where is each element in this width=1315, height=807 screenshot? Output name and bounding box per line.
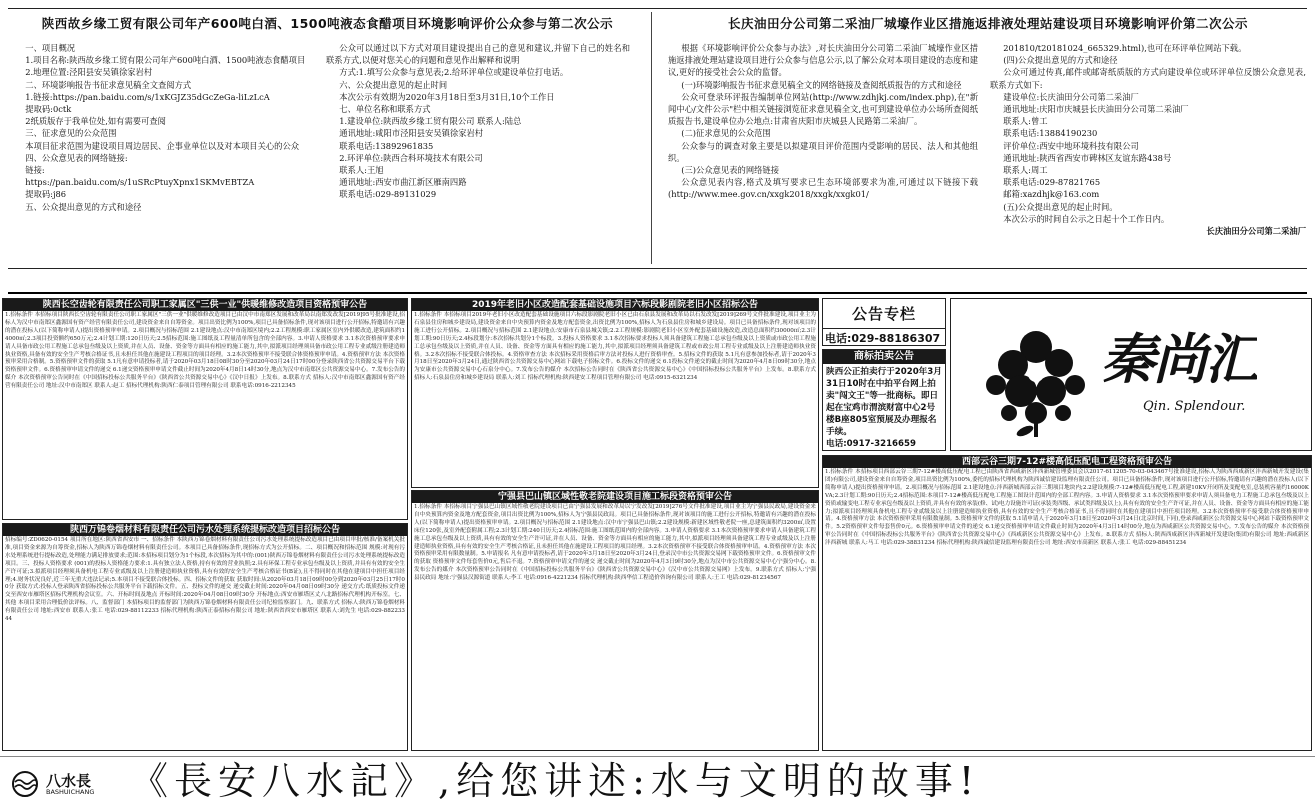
top-rule: [8, 8, 1307, 9]
column-divider: [651, 12, 652, 264]
tender-title: 陕西长空齿轮有限责任公司职工家属区"三供一业"供暖维修改造项目资格预审公告: [3, 299, 407, 311]
gonggao-phone: 电话:029-88186307: [823, 328, 945, 346]
notice2-col1: 根据《环境影响评价公众参与办法》,对长庆油田分公司第二采油厂城壕作业区措施返排液处理站建设项目进行公众参与信息公示,以了解公众对本项目建设的态度和建议,更好的接受社会公众的监督。 (一)环境影响报告书征求意见稿全文的网络链接及查阅纸质报告的方式和途径 公众可登录环评报告编制单位网站(http://www.zdhjkj.com/index.php),在"新闻中心/文件公示"栏中相关链接浏览征求意见稿全文,也可到建设单位办公场所查阅纸质报告书,建设单位办公地点:甘肃省庆阳市庆城县人民路第二采油厂。 (二)征求意见的公众范围 公众参与的调查对象主要是以拟建项目评价范围内受影响的居民、法人和其他组织。 (三)公众意见表的网络链接 公众意见表内容,格式及填写要求已生态环境部要求为准,可通过以下链接下载(http://www.mee.gov.cn/xxgk2018/xxgk/xxgk01/: [668, 43, 978, 200]
footer-rule: [0, 756, 1315, 757]
tender-body: 1.招标条件 本招标项目西部云谷三期7-12#楼高低压配电工程已由陕西省西咸新区沣西新城管理委员会以2017-611205-70-03-043467号批准建设,招标人为陕西西咸新区沣西新城开发建设(集团)有限公司,建设资金来自自筹资金,项目出资比例为100%,委托的招标代理机构为陕西诚信建设监理有限责任公司。项目已具备招标条件,现对该项目进行公开招标,特邀请有兴趣的潜在投标人(以下简称申请人)提出资格预审申请。2.项目概况与招标范围 2.1建设地点:沣西新城西部云谷三期项目地块内;2.2建设规模:7-12#楼高低压配电工程,新建10KV开闭所及变配电室,总装机容量约16000KVA;2.3计划工期:90日历天;2.4招标范围:本项目7-12#楼高低压配电工程施工图设计范围内的全部工程内容。3.申请人资格要求 3.1本次资格预审要求申请人须具备电力工程施工总承包叁级及以上资质或输变电工程专业承包叁级及以上资质,并具有有效的承装(修、试)电力设施许可证(承装类四级、承试类四级及以上),具有有效的安全生产许可证,并在人员、设备、资金等方面具有相应的施工能力;拟派项目经理须具备机电工程专业贰级及以上注册建造师执业资格,具有有效的安全生产考核合格证书,且不得同时在其他在建项目中担任项目经理。3.2本次资格预审不接受联合体资格预审申请。4.资格预审方法 本次资格预审采用有限数量制。5.资格预审文件的获取 5.1请申请人于2020年3月18日至2020年3月24日(北京时间,下同),登录西咸新区公共资源交易中心网站下载资格预审文件。5.2资格预审文件每套售价0元。6.资格预审申请文件的递交 6.1递交资格预审申请文件截止时间为2020年4月3日14时00分,地点为西咸新区公共资源交易中心。7.发布公告的媒介 本次资格预审公告同时在《中国招标投标公共服务平台》《陕西省公共资源交易中心》《西咸新区公共资源交易中心》上发布。8.联系方式 招标人:陕西西咸新区沣西新城开发建设(集团)有限公司 地址:西咸新区沣西新城 联系人:马工 电话:029-38831234 招标代理机构:陕西诚信建设监理有限责任公司 地址:西安市高新区 联系人:张工 电话:029-88451234: [825, 469, 1309, 547]
notice2-signature: 长庆油田分公司第二采油厂: [1206, 226, 1306, 237]
trademark-body: 陕西公正拍卖行于2020年3月31日10时在中拍平台网上拍卖"闯文王"等一批商标。即日起在宝鸡市渭滨财富中心2号楼B座805室预展及办理报名手续。 电话:0917-3216659: [826, 367, 942, 449]
tender-notice: [2, 298, 408, 520]
tender-body: 1.招标条件 本招标项目陕西长空齿轮有限责任公司职工家属区"三供一业"供暖维修改造项目已由汉中市南郑区发展和改革局以南郑发改发[2019]95号批准建设,招标人为汉中市南郑区鑫源国有资产经营有限责任公司,建设资金来自自筹资金。项目出资比例为100%,项目已具备招标条件,现对该项目进行公开招标,特邀请有兴趣的潜在投标人(以下简称申请人)提出资格预审申请。2.项目概况与招标范围 2.1建设地点:汉中市南郑区境内;2.2工程规模:职工家属区室内外供暖改造,建筑面积约14000㎡;2.3项目投资额约650万元;2.4计划工期:120日历天;2.5招标范围:施工图纸及工程量清单所包含的全部内容。3.申请人资格要求 3.1本次资格预审要求申请人具备市政公用工程施工总承包叁级及以上资质,并在人员、设备、资金等方面具有相应的施工能力,其中,拟派项目经理须具备市政公用工程专业贰级注册建造师执业资格,具备有效的安全生产考核合格证书,且未担任其他在施建设工程项目的项目经理。3.2本次资格预审不接受联合体资格预审申请。4.资格预审方法 本次资格预审采用合格制。5.资格预审文件的获取 5.1凡有意申请投标者,请于2020年03月18日08时30分至2020年03月24日17时00分登录陕西省公共资源交易平台下载资格预审文件。6.资格预审申请文件的递交 6.1递交资格预审申请文件截止时间为2020年4月8日14时30分,地点为汉中市南郑区公共资源交易中心。7.发布公告的媒介 本次资格预审公告同时在《中国招标投标公共服务平台》《陕西省公共资源交易中心》《汉中日报》上发布。8.联系方式 招标人:汉中市南郑区鑫源国有资产经营有限责任公司 地址:汉中市南郑区 联系人:赵工 招标代理机构:陕西仁泰项目管理有限公司 联系电话:0916-2212345: [5, 312, 405, 390]
tender-title: 西部云谷三期7-12#楼高低压配电工程资格预审公告: [823, 456, 1311, 468]
brand-ad: [950, 298, 1312, 451]
gonggao-header: 公告专栏: [851, 305, 916, 323]
footer-brand: 八水長: [46, 772, 92, 790]
tender-title: 2019年老旧小区改造配套基础设施项目六标段影剧院老旧小区招标公告: [412, 299, 818, 311]
tender-body: 1.招标条件 本招标项目宁强县巴山镇区域性敬老院建设项目已由宁强县发展和改革局以宁发改发[2019]276号文件批准建设,项目业主为宁强县民政局,建设资金来自中央预算内资金及地方配套资金,项目出资比例为100%,招标人为宁强县民政局。项目已具备招标条件,现对该项目的施工进行公开招标,特邀请有兴趣的潜在投标人(以下简称申请人)提出资格预审申请。2.项目概况与招标范围 2.1建设地点:汉中市宁强县巴山镇;2.2建设规模:新建区域性敬老院一座,总建筑面积约3200㎡,设置床位120张,及室外配套附属工程;2.3计划工期:240日历天;2.4招标范围:施工图纸范围内的全部内容。3.申请人资格要求 3.1本次资格预审要求申请人具备建筑工程施工总承包叁级及以上资质,具有有效的安全生产许可证,并在人员、设备、资金等方面具有相应的施工能力,其中,拟派项目经理须具备建筑工程专业贰级及以上注册建造师执业资格,具有有效的安全生产考核合格证,且未担任其他在施建设工程项目的项目经理。3.2本次资格预审不接受联合体资格预审申请。4.资格预审方法 本次资格预审采用有限数量制。5.申请报名 凡有意申请投标者,请于2020年3月18日至2020年3月24日,登录汉中市公共资源交易网下载资格预审文件。6.资格预审文件的获取 资格预审文件每套售价0元,售后不退。7.资格预审申请文件的递交 递交截止时间为2020年4月3日9时30分,地点为汉中市公共资源交易中心宁强分中心。8.发布公告的媒介 本次资格预审公告同时在《中国招标投标公共服务平台》《陕西省公共资源交易中心》《汉中市公共资源交易网》上发布。9.联系方式 招标人:宁强县民政局 地址:宁强县汉源街道 联系人:李工 电话:0916-4221234 招标代理机构:陕西华信工程造价咨询有限公司 联系人:王工 电话:029-81234567: [414, 504, 816, 582]
footer-brand-en: BASHUICHANG: [46, 788, 95, 796]
tender-notice: [411, 490, 819, 751]
footer-slogan: 《長安八水記》,给您讲述:水与文明的故事!: [130, 759, 981, 803]
notice2-col2: 201810/t20181024_665329.html),也可在环评单位网站下载。 (四)公众提出意见的方式和途径 公众可通过传真,邮件或邮寄纸质版的方式向建设单位或环评单位反馈公众意见表,联系方式如下: 建设单位:长庆油田分公司第二采油厂 通讯地址:庆阳市庆城县长庆油田分公司第二采油厂 联系人:曾工 联系电话:13884190230 评价单位:西安中地环境科技有限公司 通讯地址:陕西省西安市碑林区友谊东路438号 联系人:周工 联系电话:029-87821765 邮箱:xazdhjk@163.com (五)公众提出意见的起止时间。 本次公示的时间自公示之日起十个工作日内。 长庆油田分公司第二采油厂: [990, 43, 1306, 237]
brand-logo-text: 秦尚汇: [1101, 327, 1257, 391]
notice1-col2: 公众可以通过以下方式对项目建设提出自己的意见和建议,并留下自己的姓名和联系方式,以便对您关心的问题和意见作出解释和说明 方式:1.填写公众参与意见表;2.给环评单位或建设单位打电话。 六、公众提出意见的起止时间 本次公示有效期为2020年3月18日至3月31日,10个工作日 七、单位名称和联系方式 1.建设单位:陕西故乡缘工贸有限公司 联系人:陆总 通讯地址:咸阳市泾阳县安吴镇徐家岩村 联系电话:13892961835 2.环评单位:陕西合科环境技术有限公司 联系人:王旭 通讯地址:西安市曲江新区雁南四路 联系电话:029-89131029: [326, 43, 630, 200]
wave-logo-icon: [8, 770, 42, 798]
notice1-title: 陕西故乡缘工贸有限公司年产600吨白酒、1500吨液态食醋项目环境影响评价公众参与第二次公示: [41, 16, 614, 31]
tender-body: 招标编号:ZD0620-0154 项目所在地区:陕西省西安市 一、招标条件 本陕西万锦卷烟材料有限责任公司污水处理系统提标改造项目已由项目审批/核准/备案机关批准,项目资金来源为自筹资金,招标人为陕西万锦卷烟材料有限责任公司。本项目已具备招标条件,现招标方式为公开招标。二、项目概况和招标范围 规模:对现有污水处理系统进行提标改造,处理能力满足排放要求;范围:本招标项目划分为1个标段,本次招标为其中的:(001)陕西万锦卷烟材料有限责任公司污水处理系统提标改造项目。三、投标人资格要求 (001)的投标人资格能力要求:1.具有独立法人资格,持有有效的营业执照;2.具有环保工程专业承包叁级及以上资质,并具有有效的安全生产许可证;3.拟派项目经理须具备机电工程专业贰级及以上注册建造师执业资格,具有有效的安全生产考核合格证书(B证),且不得同时在其他在建项目中担任项目经理;4.财务状况良好,近三年无重大违法记录;5.本项目不接受联合体投标。四、招标文件的获取 获取时间:从2020年03月18日09时00分到2020年03月25日17时00分 获取方式:投标人登录陕西省招标投标公共服务平台下载招标文件。五、投标文件的递交 递交截止时间:2020年04月08日09时30分 递交方式:纸质投标文件递交至西安市雁塔区招标代理机构会议室。六、开标时间及地点 开标时间:2020年04月08日09时30分 开标地点:西安市雁塔区丈八北路招标代理机构开标室。七、其他 本项目采用合理低价法评标。八、监督部门 本招标项目的监督部门为陕西万锦卷烟材料有限责任公司纪检监察部门。九、联系方式 招标人:陕西万锦卷烟材料有限责任公司 地址:西安市 联系人:张工 电话:029-88112233 招标代理机构:陕西正泰招标有限公司 地址:陕西省西安市雁塔区 联系人:刘先生 电话:029-88223344: [5, 537, 405, 623]
tender-notice: [2, 523, 408, 751]
notice1-col1: 一、项目概况 1.项目名称:陕西故乡缘工贸有限公司年产600吨白酒、1500吨液态食醋项目 2.地理位置:泾阳县安吴镇徐家岩村 二、环境影响报告书征求意见稿全文查阅方式 1.链接:https://pan.baidu.com/s/1xKGJZ35dGcZeGa-liLzLcA 提取码:0ctk 2纸质版存于我单位处,如有需要可查阅 三、征求意见的公众范围 本项目征求范围为建设项目周边居民、企事业单位以及对本项目关心的公众 四、公众意见表的网络链接: 链接: https://pan.baidu.com/s/1uSRcPtuyXpnx1SKMvEBTZA 提取码:j86 五、公众提出意见的方式和途径: [25, 43, 306, 212]
trademark-auction: [822, 349, 946, 451]
trademark-title: 商标拍卖公告: [823, 350, 945, 364]
section-rule-thick: [8, 292, 1307, 294]
trademark-phone: 电话:0917-3216659: [826, 439, 916, 449]
brand-logo-en: Qin. Splendour.: [1143, 399, 1246, 414]
tender-notice: [822, 455, 1312, 751]
tender-body: 1.招标条件 本招标项目2019年老旧小区改造配套基础设施项目六标段影剧院老旧小区已由石泉县发展和改革局以石发改发[2019]269号文件批准建设,项目业主为石泉县住房和城乡建设局,建设资金来自中央预算内资金及地方配套资金,出资比例为100%,招标人为石泉县住房和城乡建设局。项目已具备招标条件,现对该项目的施工进行公开招标。2.项目概况与招标范围 2.1建设地点:安康市石泉县城关镇;2.2工程规模:影剧院老旧小区室外配套基础设施改造,改造总面积约30000㎡;2.3计划工期:90日历天;2.4标段划分:本次招标共划分1个标段。3.投标人资格要求 3.1本次招标要求投标人须具备建筑工程施工总承包叁级及以上资质或市政公用工程施工总承包叁级及以上资质,并在人员、设备、资金等方面具有相应的施工能力,其中,拟派项目经理须具备建筑工程或市政公用工程专业贰级及以上注册建造师执业资格。3.2本次招标不接受联合体投标。4.资格审查方法 本次招标采用资格后审方法对投标人进行资格审查。5.招标文件的获取 5.1凡有意参加投标者,请于2020年3月18日至2020年3月24日,通过陕西省公共资源交易中心网站下载电子招标文件。6.投标文件的递交 6.1投标文件递交的截止时间为2020年4月8日09时30分,地点为安康市公共资源交易中心石泉分中心。7.发布公告的媒介 本次招标公告同时在《陕西省公共资源交易中心》《中国招标投标公共服务平台》上发布。8.联系方式 招标人:石泉县住房和城乡建设局 联系人:刘工 招标代理机构:陕西建安工程项目管理有限公司 电话:0915-6321234: [414, 312, 816, 382]
tender-notice: [411, 298, 819, 488]
gonggao-box: [822, 298, 946, 346]
section-rule: [8, 268, 1307, 269]
tender-title: 陕西万锦卷烟材料有限责任公司污水处理系统提标改造项目招标公告: [3, 524, 407, 536]
tender-title: 宁强县巴山镇区域性敬老院建设项目施工标段资格预审公告: [412, 491, 818, 503]
notice2-title: 长庆油田分公司第二采油厂城壕作业区措施返排液处理站建设项目环境影响评价第二次公示: [727, 16, 1248, 31]
